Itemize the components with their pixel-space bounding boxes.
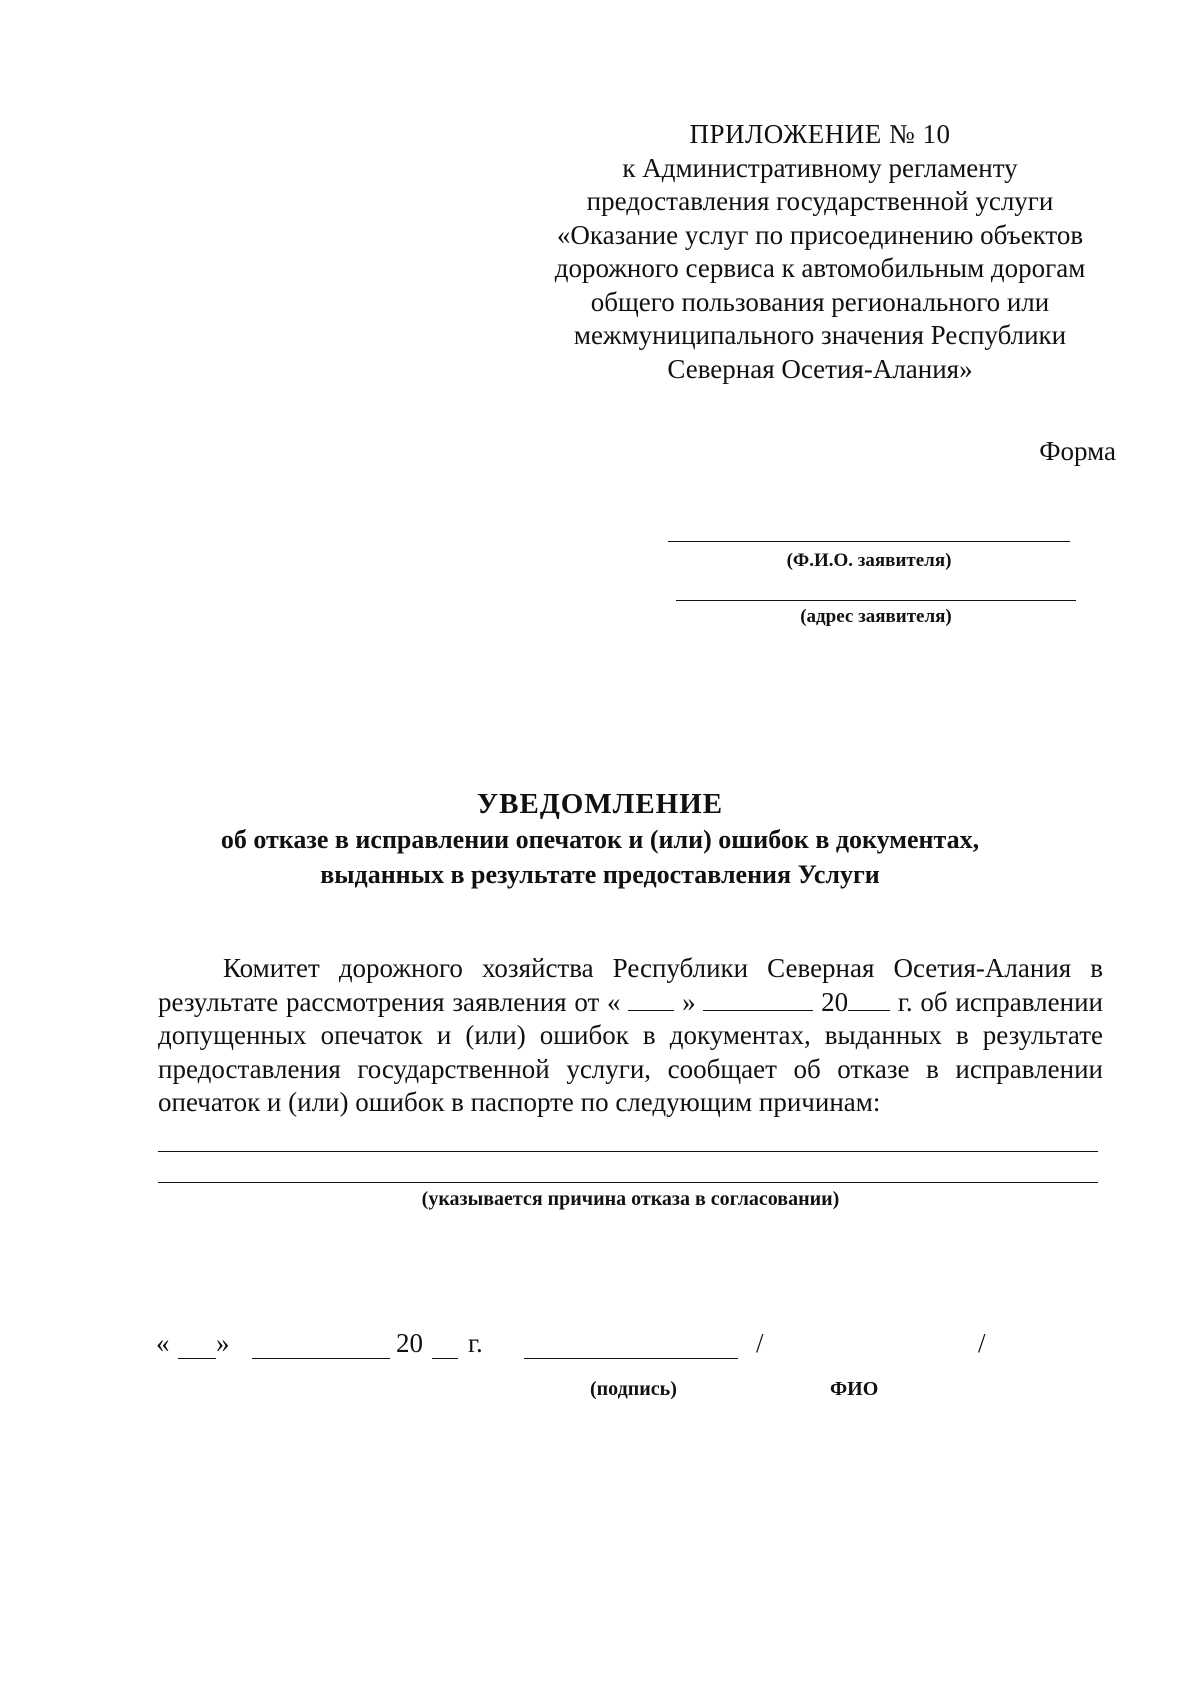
title-subtitle-line: выданных в результате предоставления Услуги	[320, 860, 880, 889]
fio-caption: ФИО	[830, 1378, 879, 1400]
signature-day-blank	[178, 1358, 216, 1359]
appendix-line: Северная Осетия-Алания»	[667, 353, 973, 384]
signature-day-close-quote: »	[216, 1328, 230, 1358]
appendix-line: к Административному регламенту	[622, 152, 1018, 183]
title-main: УВЕДОМЛЕНИЕ	[476, 788, 724, 820]
document-title	[0, 786, 1200, 892]
day-blank	[628, 988, 674, 1011]
applicant-address-line	[676, 600, 1076, 601]
body-text-part: Комитет дорожного хозяйства Республики Северная Осетия-Алания в результате рассмотрения заявления от «	[158, 953, 1103, 1017]
applicant-address-caption: (адрес заявителя)	[800, 606, 952, 627]
signature-month-blank	[252, 1358, 390, 1359]
month-blank	[703, 988, 813, 1011]
body-text-part: г. об исправлении допущенных опечаток и (или) ошибок в документах, выданных в результате предоставления государственной услуги, сообщает об отказе в исправлении опечаток и (или) ошибок в паспорте по следующим причинам:	[158, 986, 1103, 1117]
fio-slash: /	[978, 1328, 986, 1358]
body-text-part: 20	[821, 986, 849, 1017]
appendix-line: межмуниципального значения Республики	[573, 320, 1067, 350]
body-text-part: »	[682, 986, 696, 1017]
title-subtitle-line: об отказе в исправлении опечаток и (или) ошибок в документах,	[220, 825, 980, 854]
appendix-header	[520, 118, 1120, 386]
appendix-line: предоставления государственной услуги	[586, 186, 1054, 216]
reason-line	[158, 1182, 1098, 1183]
appendix-label: ПРИЛОЖЕНИЕ № 10	[689, 119, 951, 149]
signature-day-open-quote: «	[156, 1328, 170, 1358]
body-paragraph	[158, 952, 1103, 1120]
form-label: Форма	[1039, 436, 1116, 466]
signature-line	[524, 1358, 738, 1359]
signature-year-blank	[432, 1358, 458, 1359]
applicant-name-line	[668, 541, 1070, 542]
year-blank	[848, 988, 890, 1011]
applicant-name-caption: (Ф.И.О. заявителя)	[786, 550, 952, 571]
appendix-line: общего пользования регионального или	[590, 286, 1050, 317]
appendix-line: «Оказание услуг по присоединению объектов	[556, 219, 1084, 250]
signature-year-prefix: 20	[396, 1328, 423, 1358]
signature-caption: (подпись)	[590, 1378, 677, 1400]
reason-caption: (указывается причина отказа в согласовании)	[421, 1188, 840, 1210]
signature-slash: /	[756, 1328, 764, 1358]
appendix-line: дорожного сервиса к автомобильным дорогам	[554, 253, 1086, 283]
signature-year-suffix: г.	[468, 1328, 483, 1358]
reason-line	[158, 1151, 1098, 1152]
